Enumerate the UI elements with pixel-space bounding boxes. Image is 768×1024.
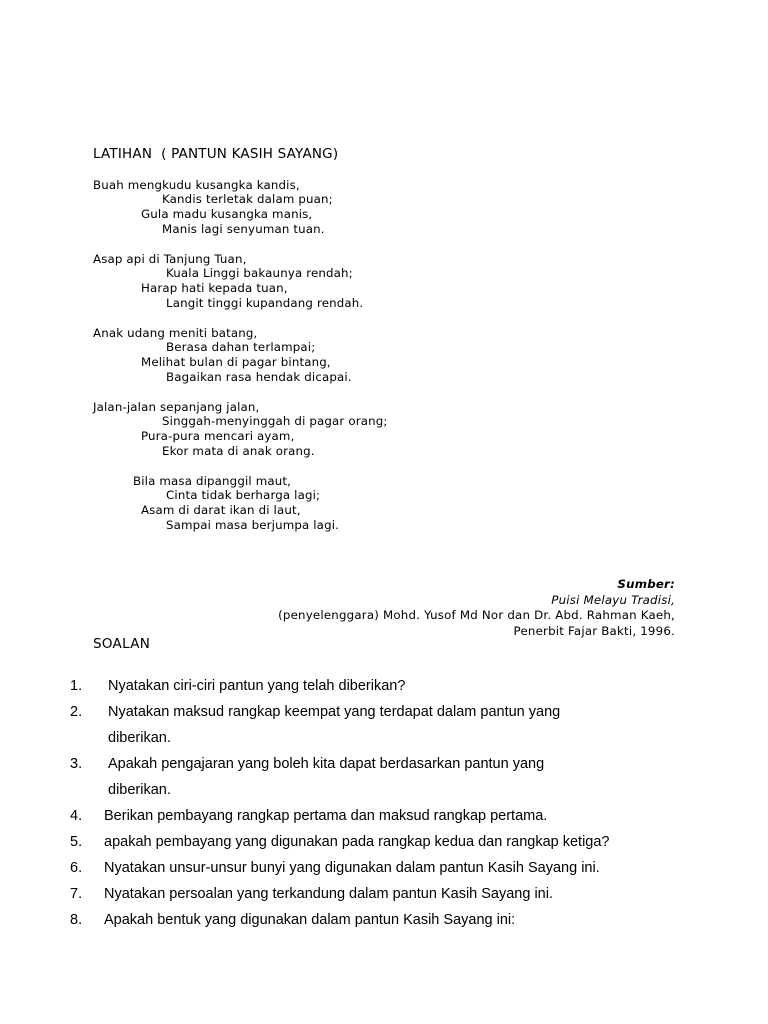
poem-line: Melihat bulan di pagar bintang, <box>141 355 331 369</box>
source-book-title: Puisi Melayu Tradisi, <box>551 592 675 607</box>
question-text: Apakah pengajaran yang boleh kita dapat berdasarkan pantun yang <box>108 756 545 772</box>
question-number: 5. <box>70 834 83 850</box>
question-number: 8. <box>70 912 83 928</box>
poem-line: Harap hati kepada tuan, <box>141 281 288 295</box>
question-text: Nyatakan persoalan yang terkandung dalam pantun Kasih Sayang ini. <box>104 886 553 902</box>
poem-line: Bagaikan rasa hendak dicapai. <box>166 370 352 384</box>
question-number: 7. <box>70 886 83 902</box>
poem-line: Gula madu kusangka manis, <box>141 207 313 221</box>
poem-line: Singgah-menyinggah di pagar orang; <box>162 414 388 428</box>
question-number: 3. <box>70 756 83 772</box>
question-text: Nyatakan ciri-ciri pantun yang telah diberikan? <box>108 678 406 694</box>
question-number: 2. <box>70 704 83 720</box>
question-text: diberikan. <box>108 730 171 746</box>
poem-line: Manis lagi senyuman tuan. <box>162 222 325 236</box>
source-citation <box>278 577 675 639</box>
poem-line: Langit tinggi kupandang rendah. <box>166 296 364 310</box>
poem-line: Pura-pura mencari ayam, <box>141 429 295 443</box>
poem-line: Anak udang meniti batang, <box>93 326 258 340</box>
question-number: 4. <box>70 808 83 824</box>
poem-line: Jalan-jalan sepanjang jalan, <box>93 400 260 414</box>
question-number: 6. <box>70 860 83 876</box>
poem-line: Kuala Linggi bakaunya rendah; <box>166 266 353 280</box>
poem-line: Bila masa dipanggil maut, <box>133 474 292 488</box>
poem-line: Cinta tidak berharga lagi; <box>166 488 321 502</box>
question-text: Nyatakan maksud rangkap keempat yang terdapat dalam pantun yang <box>108 704 561 720</box>
poem-line: Asap api di Tanjung Tuan, <box>93 252 247 266</box>
questions-heading: SOALAN <box>93 636 151 652</box>
poem-line: Ekor mata di anak orang. <box>162 444 315 458</box>
source-editors: (penyelenggara) Mohd. Yusof Md Nor dan Dr. Abd. Rahman Kaeh, <box>278 608 675 622</box>
question-text: apakah pembayang yang digunakan pada rangkap kedua dan rangkap ketiga? <box>104 834 610 850</box>
question-text: diberikan. <box>108 782 171 798</box>
poem-line: Kandis terletak dalam puan; <box>162 192 333 206</box>
question-text: Berikan pembayang rangkap pertama dan maksud rangkap pertama. <box>104 808 548 824</box>
poem-line: Sampai masa berjumpa lagi. <box>166 518 340 532</box>
poem-line: Buah mengkudu kusangka kandis, <box>93 178 300 192</box>
question-text: Apakah bentuk yang digunakan dalam pantun Kasih Sayang ini: <box>104 912 516 928</box>
question-text: Nyatakan unsur-unsur bunyi yang digunakan dalam pantun Kasih Sayang ini. <box>104 860 600 876</box>
source-label: Sumber: <box>617 577 675 591</box>
question-number: 1. <box>70 678 83 694</box>
poem-line: Berasa dahan terlampai; <box>166 340 316 354</box>
exercise-title: LATIHAN ( PANTUN KASIH SAYANG) <box>93 146 339 162</box>
poem-line: Asam di darat ikan di laut, <box>141 503 301 517</box>
source-publisher: Penerbit Fajar Bakti, 1996. <box>513 623 675 638</box>
